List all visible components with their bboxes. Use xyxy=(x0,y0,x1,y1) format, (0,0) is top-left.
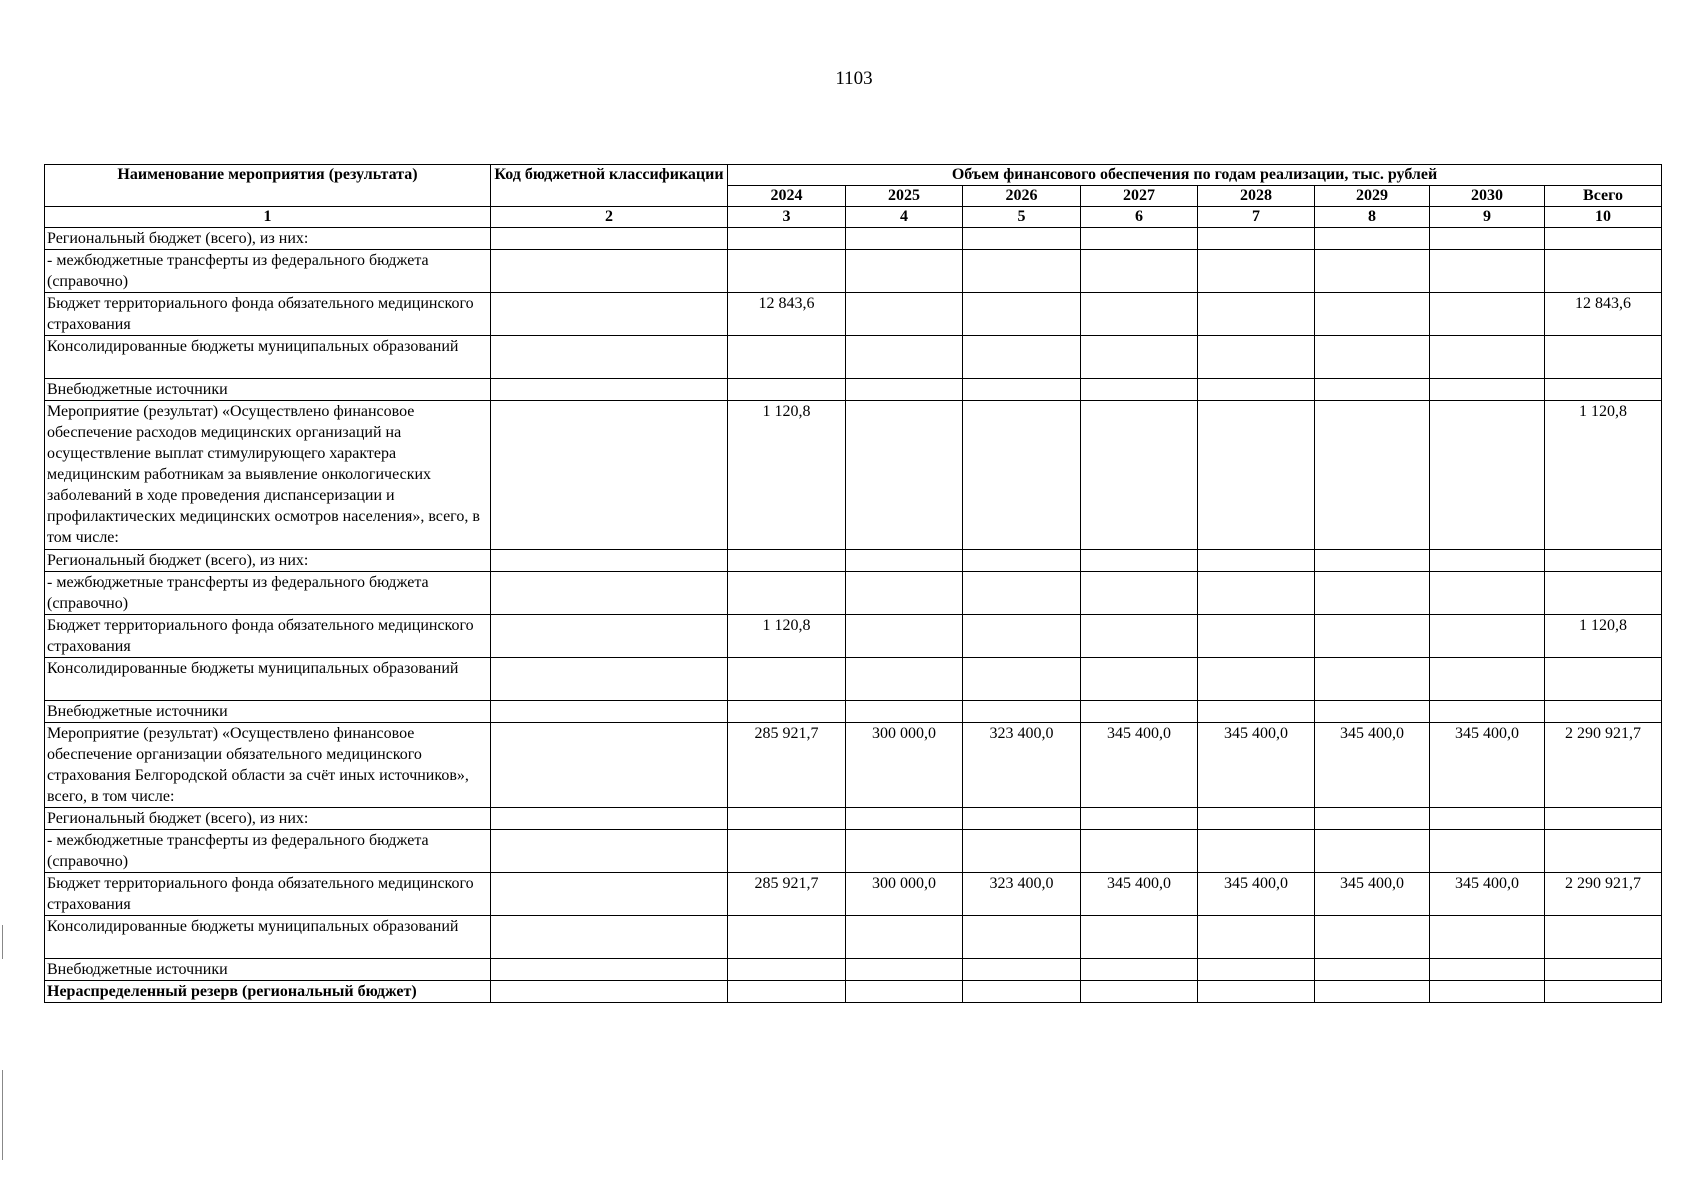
row-code xyxy=(491,293,728,336)
row-total: 1 120,8 xyxy=(1545,615,1662,658)
table-row xyxy=(45,701,1662,723)
row-value: 345 400,0 xyxy=(1198,723,1315,808)
row-value: 345 400,0 xyxy=(1081,873,1198,916)
row-value xyxy=(1081,701,1198,723)
table-row xyxy=(45,916,1662,959)
column-number: 2 xyxy=(491,207,728,228)
row-value: 1 120,8 xyxy=(728,401,846,550)
column-number: 3 xyxy=(728,207,846,228)
row-value xyxy=(963,916,1081,959)
row-total xyxy=(1545,658,1662,701)
header-year: 2028 xyxy=(1198,186,1315,207)
row-total: 2 290 921,7 xyxy=(1545,873,1662,916)
row-value xyxy=(728,830,846,873)
table-row xyxy=(45,981,1662,1003)
row-value xyxy=(846,701,963,723)
row-code xyxy=(491,550,728,572)
header-year: 2027 xyxy=(1081,186,1198,207)
row-code xyxy=(491,615,728,658)
row-name: - межбюджетные трансферты из федерального бюджета (справочно) xyxy=(45,572,491,615)
scan-artifact xyxy=(2,1070,3,1160)
table-row xyxy=(45,808,1662,830)
row-value xyxy=(846,293,963,336)
row-value xyxy=(1198,550,1315,572)
row-value xyxy=(1081,379,1198,401)
row-total xyxy=(1545,916,1662,959)
row-value xyxy=(728,250,846,293)
row-value: 345 400,0 xyxy=(1198,873,1315,916)
row-name: Мероприятие (результат) «Осуществлено финансовое обеспечение расходов медицинских организаций на осуществление выплат стимулирующего характера медицинским работникам за выявление онкологических заболеваний в ходе проведения диспансеризации и профилактических медицинских осмотров населения», всего, в том числе: xyxy=(45,401,491,550)
row-value xyxy=(963,808,1081,830)
row-value: 345 400,0 xyxy=(1430,723,1545,808)
row-name: Мероприятие (результат) «Осуществлено финансовое обеспечение организации обязательного медицинского страхования Белгородской области за счёт иных источников», всего, в том числе: xyxy=(45,723,491,808)
row-value xyxy=(1315,293,1430,336)
row-value xyxy=(1430,379,1545,401)
row-value xyxy=(728,572,846,615)
table-row xyxy=(45,550,1662,572)
row-total xyxy=(1545,336,1662,379)
row-value: 345 400,0 xyxy=(1081,723,1198,808)
row-value xyxy=(1198,228,1315,250)
row-value xyxy=(1430,336,1545,379)
column-number: 9 xyxy=(1430,207,1545,228)
table-row xyxy=(45,250,1662,293)
row-total xyxy=(1545,701,1662,723)
row-value xyxy=(1198,701,1315,723)
row-code xyxy=(491,830,728,873)
table-row xyxy=(45,658,1662,701)
header-year: 2030 xyxy=(1430,186,1545,207)
header-code: Код бюджетной классификации xyxy=(491,165,728,207)
row-value xyxy=(1430,250,1545,293)
table-row xyxy=(45,401,1662,550)
row-name: Консолидированные бюджеты муниципальных образований xyxy=(45,658,491,701)
row-code xyxy=(491,959,728,981)
row-value xyxy=(728,808,846,830)
row-value xyxy=(1315,830,1430,873)
row-value xyxy=(846,959,963,981)
row-value xyxy=(963,830,1081,873)
row-value xyxy=(1198,379,1315,401)
row-value xyxy=(728,658,846,701)
row-value xyxy=(846,615,963,658)
row-value xyxy=(846,228,963,250)
row-value xyxy=(1081,401,1198,550)
row-name: Внебюджетные источники xyxy=(45,701,491,723)
row-value xyxy=(1315,336,1430,379)
table-row xyxy=(45,723,1662,808)
row-total xyxy=(1545,228,1662,250)
row-name: Бюджет территориального фонда обязательного медицинского страхования xyxy=(45,615,491,658)
row-code xyxy=(491,658,728,701)
row-value xyxy=(1081,228,1198,250)
row-value xyxy=(1430,615,1545,658)
row-name: - межбюджетные трансферты из федерального бюджета (справочно) xyxy=(45,250,491,293)
row-value xyxy=(1315,916,1430,959)
row-value xyxy=(1430,959,1545,981)
row-code xyxy=(491,572,728,615)
header-name: Наименование мероприятия (результата) xyxy=(45,165,491,207)
row-code xyxy=(491,250,728,293)
row-value xyxy=(846,572,963,615)
row-value xyxy=(1315,379,1430,401)
column-number: 1 xyxy=(45,207,491,228)
row-value xyxy=(846,379,963,401)
table-row xyxy=(45,336,1662,379)
row-total xyxy=(1545,379,1662,401)
row-value xyxy=(1315,981,1430,1003)
financing-table xyxy=(44,164,1662,1003)
row-value xyxy=(963,379,1081,401)
row-value xyxy=(1430,293,1545,336)
row-value xyxy=(1430,572,1545,615)
row-value xyxy=(963,959,1081,981)
row-value xyxy=(728,916,846,959)
row-value xyxy=(963,981,1081,1003)
row-name: Бюджет территориального фонда обязательного медицинского страхования xyxy=(45,293,491,336)
row-total: 2 290 921,7 xyxy=(1545,723,1662,808)
row-total xyxy=(1545,830,1662,873)
row-value xyxy=(728,336,846,379)
row-value xyxy=(1315,572,1430,615)
row-value xyxy=(1315,228,1430,250)
row-value: 345 400,0 xyxy=(1315,723,1430,808)
row-value xyxy=(963,701,1081,723)
row-value xyxy=(963,658,1081,701)
row-value xyxy=(1081,916,1198,959)
row-value xyxy=(846,250,963,293)
row-value: 12 843,6 xyxy=(728,293,846,336)
row-value xyxy=(728,550,846,572)
header-volume: Объем финансового обеспечения по годам реализации, тыс. рублей xyxy=(728,165,1662,186)
column-number: 5 xyxy=(963,207,1081,228)
table-row xyxy=(45,615,1662,658)
row-value xyxy=(846,658,963,701)
row-value: 345 400,0 xyxy=(1315,873,1430,916)
column-numbers-row xyxy=(45,207,1662,228)
row-value xyxy=(1198,250,1315,293)
row-value: 285 921,7 xyxy=(728,723,846,808)
row-value xyxy=(728,379,846,401)
row-value: 345 400,0 xyxy=(1430,873,1545,916)
row-value xyxy=(1430,981,1545,1003)
row-value xyxy=(1198,572,1315,615)
row-value xyxy=(1430,658,1545,701)
row-value xyxy=(846,981,963,1003)
row-name: - межбюджетные трансферты из федерального бюджета (справочно) xyxy=(45,830,491,873)
table-row xyxy=(45,830,1662,873)
row-value xyxy=(1198,808,1315,830)
row-value xyxy=(1315,401,1430,550)
row-name: Бюджет территориального фонда обязательного медицинского страхования xyxy=(45,873,491,916)
row-value xyxy=(963,228,1081,250)
row-total xyxy=(1545,550,1662,572)
row-value xyxy=(1198,916,1315,959)
row-value xyxy=(1430,808,1545,830)
row-value xyxy=(728,701,846,723)
row-value xyxy=(1430,830,1545,873)
row-value xyxy=(1315,615,1430,658)
row-value xyxy=(846,550,963,572)
row-value xyxy=(1198,959,1315,981)
row-value xyxy=(1315,959,1430,981)
table-row xyxy=(45,293,1662,336)
row-value xyxy=(1198,830,1315,873)
table-row xyxy=(45,228,1662,250)
row-value: 300 000,0 xyxy=(846,873,963,916)
row-code xyxy=(491,723,728,808)
table-row xyxy=(45,572,1662,615)
row-total xyxy=(1545,250,1662,293)
row-name: Внебюджетные источники xyxy=(45,959,491,981)
row-name: Нераспределенный резерв (региональный бюджет) xyxy=(45,981,491,1003)
row-value xyxy=(1198,981,1315,1003)
row-code xyxy=(491,401,728,550)
row-value xyxy=(846,916,963,959)
row-name: Региональный бюджет (всего), из них: xyxy=(45,808,491,830)
row-name: Консолидированные бюджеты муниципальных образований xyxy=(45,916,491,959)
row-value xyxy=(846,336,963,379)
row-value xyxy=(1430,550,1545,572)
row-value xyxy=(846,401,963,550)
row-value xyxy=(1081,615,1198,658)
row-total: 12 843,6 xyxy=(1545,293,1662,336)
row-value xyxy=(728,959,846,981)
row-value xyxy=(1315,808,1430,830)
row-value xyxy=(963,615,1081,658)
row-value xyxy=(1315,550,1430,572)
row-code xyxy=(491,701,728,723)
header-year: 2024 xyxy=(728,186,846,207)
row-total: 1 120,8 xyxy=(1545,401,1662,550)
row-value xyxy=(1430,916,1545,959)
column-number: 10 xyxy=(1545,207,1662,228)
row-code xyxy=(491,228,728,250)
row-total xyxy=(1545,572,1662,615)
row-value: 300 000,0 xyxy=(846,723,963,808)
row-value: 1 120,8 xyxy=(728,615,846,658)
row-total xyxy=(1545,981,1662,1003)
row-value xyxy=(1198,658,1315,701)
row-value xyxy=(963,572,1081,615)
row-value xyxy=(728,228,846,250)
row-code xyxy=(491,808,728,830)
row-value xyxy=(1081,658,1198,701)
row-value xyxy=(1081,572,1198,615)
row-value xyxy=(1081,830,1198,873)
table-row xyxy=(45,873,1662,916)
column-number: 4 xyxy=(846,207,963,228)
row-total xyxy=(1545,959,1662,981)
row-name: Региональный бюджет (всего), из них: xyxy=(45,228,491,250)
row-value xyxy=(1315,658,1430,701)
column-number: 8 xyxy=(1315,207,1430,228)
row-value xyxy=(1198,293,1315,336)
table-row xyxy=(45,959,1662,981)
row-value xyxy=(1081,336,1198,379)
row-value xyxy=(728,981,846,1003)
header-total: Всего xyxy=(1545,186,1662,207)
row-value xyxy=(1081,293,1198,336)
row-name: Региональный бюджет (всего), из них: xyxy=(45,550,491,572)
row-code xyxy=(491,379,728,401)
row-value xyxy=(1315,250,1430,293)
header-year: 2025 xyxy=(846,186,963,207)
column-number: 7 xyxy=(1198,207,1315,228)
row-value: 323 400,0 xyxy=(963,723,1081,808)
row-value: 323 400,0 xyxy=(963,873,1081,916)
row-value xyxy=(963,293,1081,336)
page-number: 1103 xyxy=(835,68,873,89)
row-value xyxy=(963,336,1081,379)
row-value xyxy=(1198,615,1315,658)
row-code xyxy=(491,916,728,959)
row-value xyxy=(963,250,1081,293)
row-value xyxy=(1081,550,1198,572)
row-name: Консолидированные бюджеты муниципальных образований xyxy=(45,336,491,379)
row-value xyxy=(1198,401,1315,550)
row-total xyxy=(1545,808,1662,830)
row-value xyxy=(846,808,963,830)
row-value xyxy=(1315,701,1430,723)
column-number: 6 xyxy=(1081,207,1198,228)
row-value xyxy=(1430,701,1545,723)
row-value xyxy=(1081,959,1198,981)
row-value xyxy=(1081,981,1198,1003)
row-code xyxy=(491,873,728,916)
row-value xyxy=(963,401,1081,550)
row-code xyxy=(491,336,728,379)
row-code xyxy=(491,981,728,1003)
row-value xyxy=(1081,808,1198,830)
row-value xyxy=(1081,250,1198,293)
row-value: 285 921,7 xyxy=(728,873,846,916)
row-value xyxy=(1198,336,1315,379)
header-year: 2029 xyxy=(1315,186,1430,207)
table-row xyxy=(45,379,1662,401)
row-value xyxy=(1430,401,1545,550)
row-value xyxy=(963,550,1081,572)
header-year: 2026 xyxy=(963,186,1081,207)
scan-artifact xyxy=(2,925,3,959)
row-name: Внебюджетные источники xyxy=(45,379,491,401)
row-value xyxy=(1430,228,1545,250)
row-value xyxy=(846,830,963,873)
